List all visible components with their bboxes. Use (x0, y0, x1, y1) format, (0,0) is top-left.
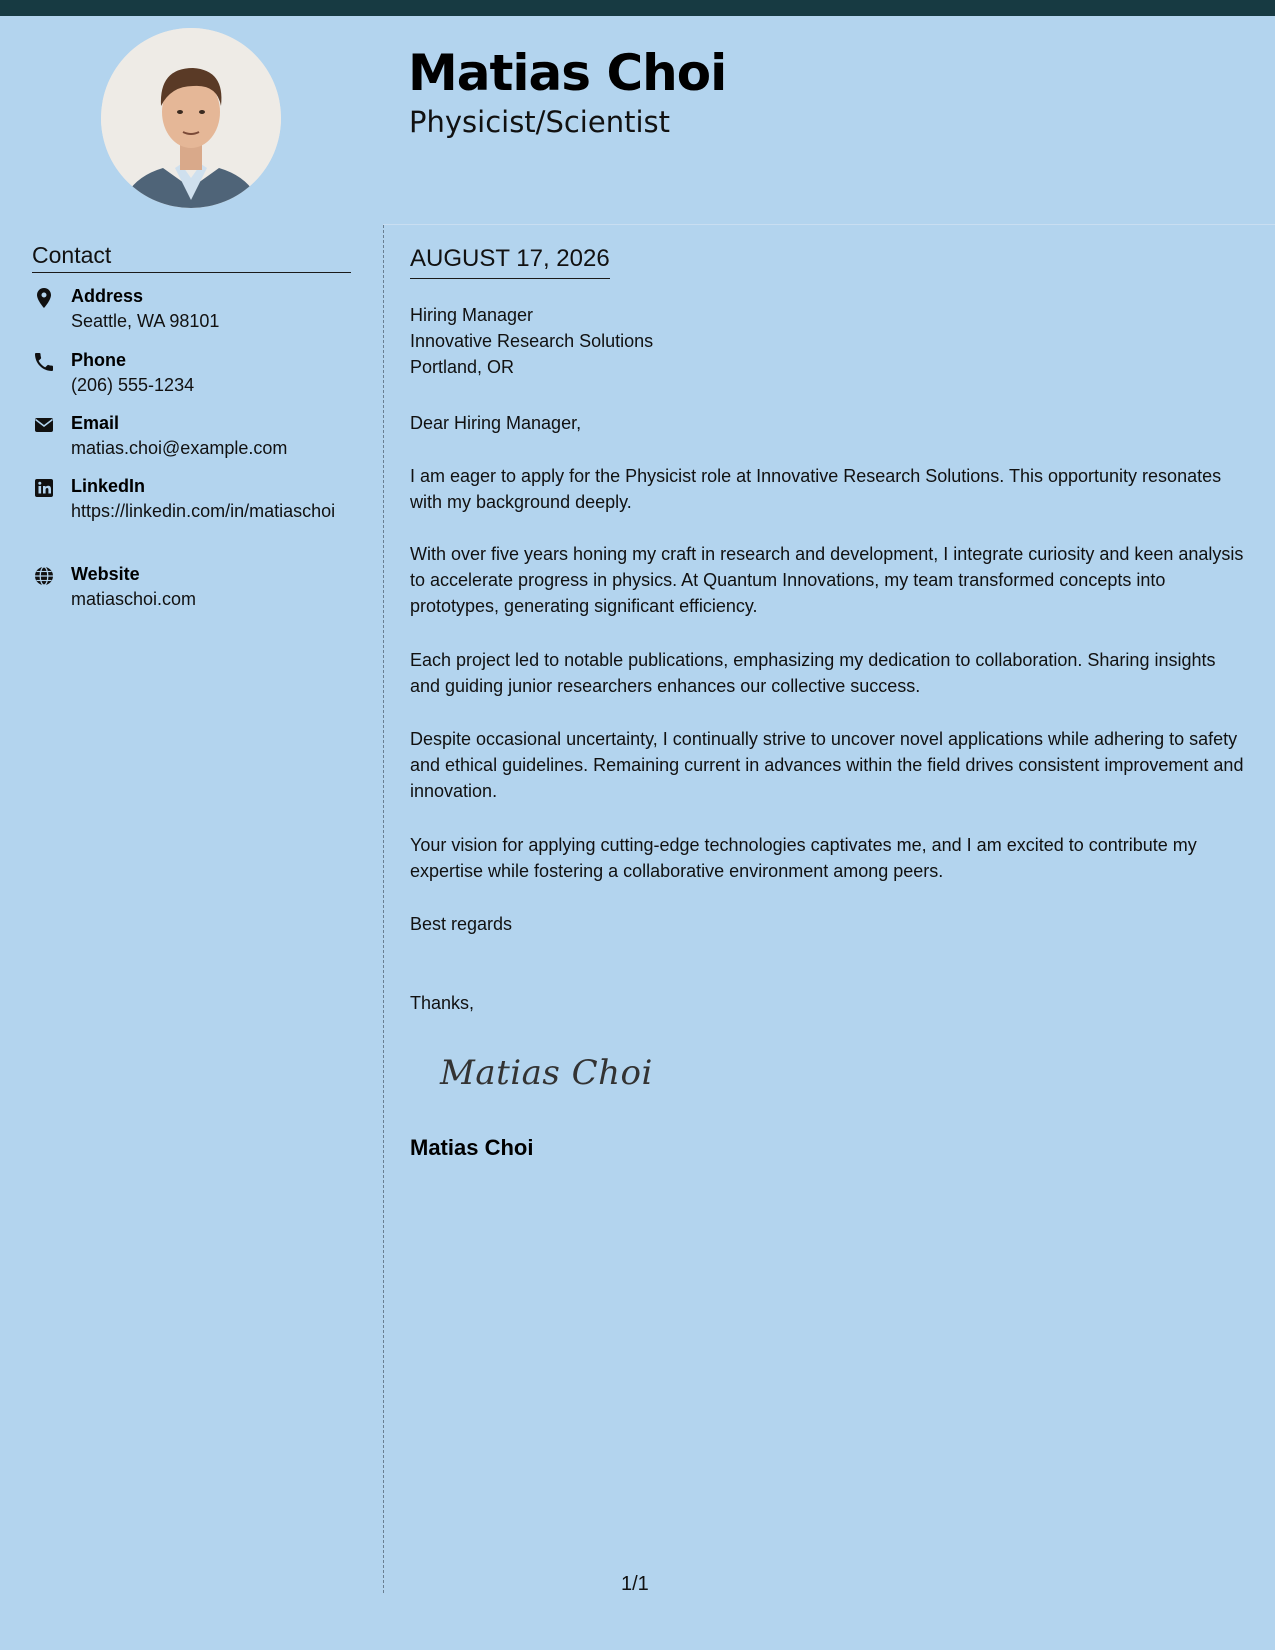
recipient-name: Hiring Manager (410, 305, 534, 325)
contact-label: Address (71, 286, 144, 306)
applicant-name: Matias Choi (408, 44, 727, 102)
contact-label: Phone (71, 350, 127, 370)
contact-label: Email (71, 413, 120, 433)
signed-name: Matias Choi (410, 1135, 534, 1160)
page-number: 1/1 (621, 1573, 649, 1595)
signature: Matias Choi (440, 1053, 653, 1093)
contact-heading: Contact (32, 240, 351, 273)
paragraph-2: With over five years honing my craft in research and development, I integrate curiosity and keen analysis to accelerate progress in physics. At Quantum Innovations, my team transformed concepts into prototypes, generating significant efficiency. (410, 544, 1244, 616)
phone-value: (206) 555-1234 (71, 375, 195, 395)
address-value: Seattle, WA 98101 (71, 311, 220, 331)
letter-date: AUGUST 17, 2026 (410, 244, 610, 279)
closing: Best regards (410, 914, 513, 934)
applicant-title: Physicist/Scientist (409, 105, 670, 139)
column-divider (383, 225, 384, 1593)
profile-photo (101, 28, 281, 208)
header-divider (383, 224, 1275, 225)
paragraph-1: I am eager to apply for the Physicist role at Innovative Research Solutions. This opportunity resonates with my background deeply. (410, 466, 1222, 512)
recipient-company: Innovative Research Solutions (410, 331, 654, 351)
paragraph-4: Despite occasional uncertainty, I continually strive to uncover novel applications while adhering to safety and ethical guidelines. Remaining current in advances within the field drives consistent improvement and innovation. (410, 729, 1244, 801)
globe-icon (32, 564, 56, 588)
contact-label: Website (71, 564, 140, 584)
salutation: Dear Hiring Manager, (410, 413, 582, 433)
contact-label: LinkedIn (71, 476, 146, 496)
envelope-icon (32, 413, 56, 437)
portrait-image (101, 28, 281, 208)
email-value[interactable]: matias.choi@example.com (71, 438, 288, 458)
recipient-block (410, 302, 1250, 380)
website-value[interactable]: matiaschoi.com (71, 589, 197, 609)
phone-icon (32, 350, 56, 374)
paragraph-3: Each project led to notable publications, emphasizing my dedication to collaboration. Sharing insights and guiding junior researchers enhances our collective success. (410, 650, 1216, 696)
top-accent-bar (0, 0, 1275, 16)
recipient-location: Portland, OR (410, 357, 515, 377)
linkedin-icon (32, 476, 56, 500)
paragraph-5: Your vision for applying cutting-edge technologies captivates me, and I am excited to contribute my expertise while fostering a collaborative environment among peers. (410, 835, 1197, 881)
thanks: Thanks, (410, 993, 475, 1013)
map-pin-icon (32, 286, 56, 310)
linkedin-value[interactable]: https://linkedin.com/in/matiaschoi (71, 501, 336, 521)
